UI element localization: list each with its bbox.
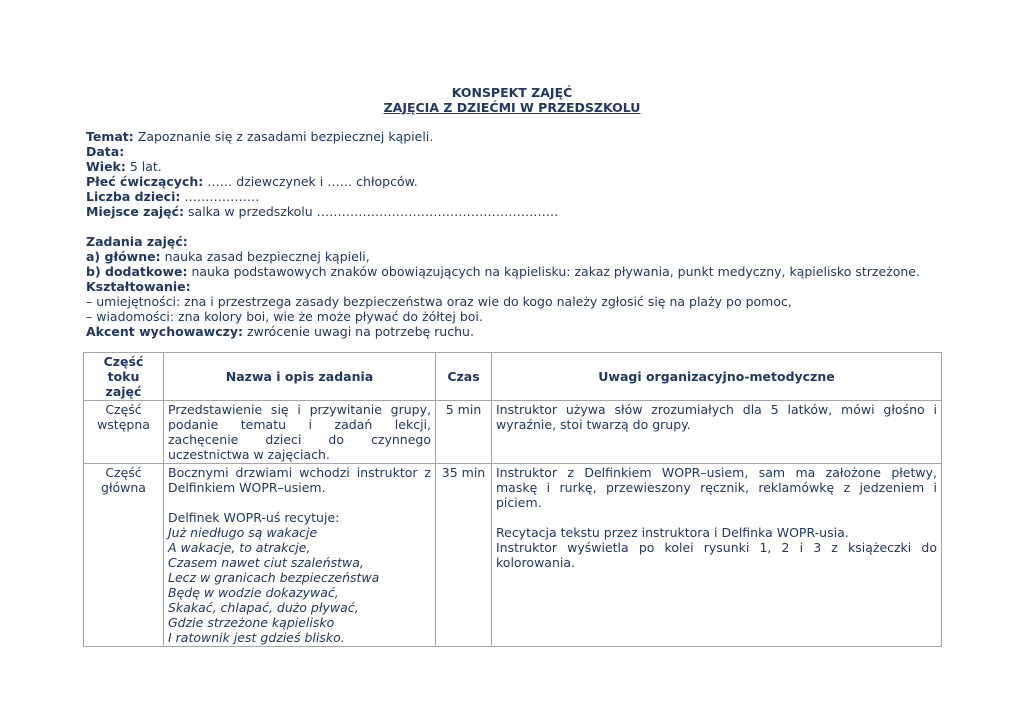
notes-paragraph: Instruktor wyświetla po kolei rysunki 1, 2 i 3 z książeczki do kolorowania.: [496, 540, 937, 570]
part-cell: Część główna: [84, 464, 164, 647]
extra-task-value: nauka podstawowych znaków obowiązujących na kąpielisku: zakaz pływania, punkt medyczny, kąpielisko strzeżone.: [187, 264, 920, 279]
notes-paragraph: Instruktor z Delfinkiem WOPR–usiem, sam ma założone płetwy, maskę i rurkę, przewieszony ręcznik, reklamówkę z jedzeniem i piciem.: [496, 465, 937, 510]
main-task-value: nauka zasad bezpiecznej kąpieli,: [160, 249, 370, 264]
extra-task-label: b) dodatkowe:: [86, 264, 188, 279]
count-label: Liczba dzieci:: [86, 189, 181, 204]
task-cell: Przedstawienie się i przywitanie grupy, podanie tematu i zadań lekcji, zachęcenie dzieci do czynnego uczestnictwa w zajęciach.: [164, 401, 436, 464]
topic-label: Temat:: [86, 129, 134, 144]
accent-line: [86, 324, 946, 339]
extra-task-line: [86, 264, 946, 279]
time-cell: 35 min: [436, 464, 492, 647]
gender-value: …… dziewczynek i …… chłopców.: [203, 174, 418, 189]
column-header-part: Część toku zajęć: [84, 353, 164, 401]
poem-line: Gdzie strzeżone kąpielisko: [168, 615, 335, 630]
place-line: [86, 204, 946, 219]
time-cell: 5 min: [436, 401, 492, 464]
shaping-heading: [86, 279, 946, 294]
poem-line: Skakać, chlapać, dużo pływać,: [168, 600, 359, 615]
count-line: [86, 189, 946, 204]
notes-cell: Instruktor używa słów zrozumiałych dla 5 latków, mówi głośno i wyraźnie, stoi twarzą do grupy.: [492, 401, 942, 464]
count-value: ………………: [180, 189, 260, 204]
column-header-notes: Uwagi organizacyjno-metodyczne: [492, 353, 942, 401]
main-task-line: [86, 249, 946, 264]
table-header-row: [84, 353, 942, 401]
poem-line: A wakacje, to atrakcje,: [168, 540, 311, 555]
poem-line: I ratownik jest gdzieś blisko.: [168, 630, 345, 645]
age-value: 5 lat.: [125, 159, 162, 174]
knowledge-line: – wiadomości: zna kolory boi, wie że może pływać do żółtej boi.: [86, 309, 483, 324]
task-recite: Delfinek WOPR-uś recytuje:: [168, 510, 340, 525]
main-task-label: a) główne:: [86, 249, 161, 264]
column-header-time: Czas: [436, 353, 492, 401]
age-line: [86, 159, 946, 174]
notes-cell: [492, 464, 942, 647]
topic-value: Zapoznanie się z zasadami bezpiecznej kąpieli.: [133, 129, 434, 144]
table-row: [84, 401, 942, 464]
accent-label: Akcent wychowawczy:: [86, 324, 244, 339]
topic-line: [86, 129, 946, 144]
place-value: salka w przedszkolu ………………………………………………….: [184, 204, 559, 219]
lesson-info: [86, 129, 946, 339]
skills-line: – umiejętności: zna i przestrzega zasady bezpieczeństwa oraz wie do kogo należy zgłosić się na plaży po pomoc,: [86, 294, 792, 309]
poem: [168, 525, 431, 645]
poem-line: Czasem nawet ciut szaleństwa,: [168, 555, 364, 570]
poem-line: Będę w wodzie dokazywać,: [168, 585, 339, 600]
document-title: KONSPEKT ZAJĘĆ: [451, 85, 573, 100]
poem-line: Lecz w granicach bezpieczeństwa: [168, 570, 380, 585]
date-line: [86, 144, 946, 159]
tasks-label: Zadania zajęć:: [86, 234, 188, 249]
notes-paragraph: Recytacja tekstu przez instruktora i Delfinka WOPR-usia.: [496, 525, 849, 540]
task-cell: [164, 464, 436, 647]
table-row: [84, 464, 942, 647]
document-subtitle: ZAJĘCIA Z DZIEĆMI W PRZEDSZKOLU: [383, 100, 641, 115]
task-intro: Bocznymi drzwiami wchodzi instruktor z Delfinkiem WOPR–usiem.: [168, 465, 431, 495]
lesson-plan-table: [83, 352, 942, 647]
part-cell: Część wstępna: [84, 401, 164, 464]
age-label: Wiek:: [86, 159, 126, 174]
gender-line: [86, 174, 946, 189]
column-header-task: Nazwa i opis zadania: [164, 353, 436, 401]
accent-value: zwrócenie uwagi na potrzebę ruchu.: [243, 324, 474, 339]
date-label: Data:: [86, 144, 125, 159]
shaping-label: Kształtowanie:: [86, 279, 191, 294]
poem-line: Już niedługo są wakacje: [168, 525, 318, 540]
tasks-heading: [86, 234, 946, 249]
document-header: [0, 85, 1024, 116]
place-label: Miejsce zajęć:: [86, 204, 185, 219]
gender-label: Płeć ćwiczących:: [86, 174, 204, 189]
